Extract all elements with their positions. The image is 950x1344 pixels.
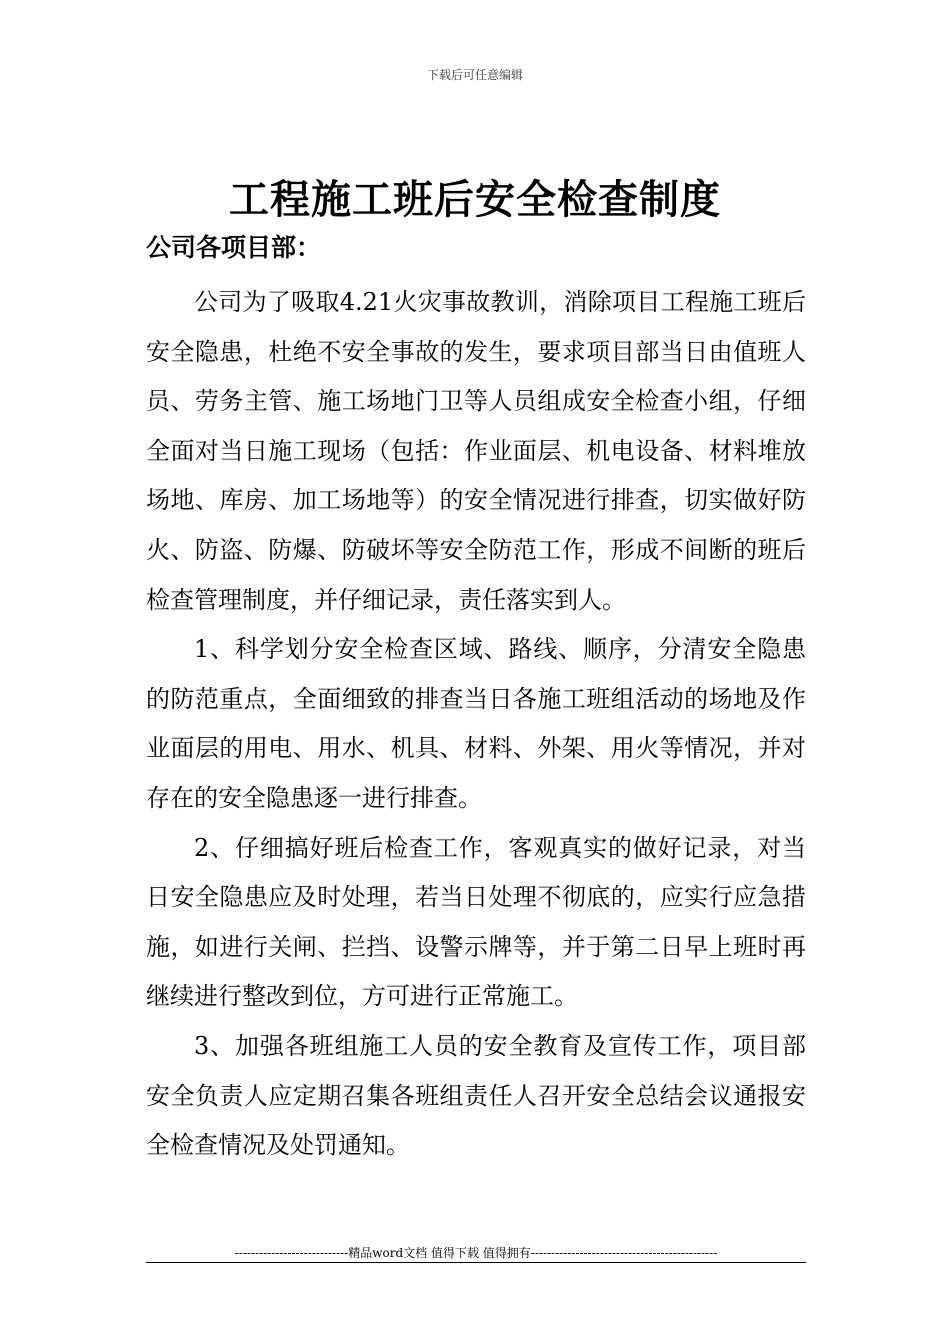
footer-divider: [146, 1262, 806, 1263]
paragraph-item-2: 2、仔细搞好班后检查工作，客观真实的做好记录，对当日安全隐患应及时处理，若当日处理不彻底的，应实行应急措施，如进行关闸、拦挡、设警示牌等，并于第二日早上班时再继续进行整改到位，方可进行正常施工。: [146, 833, 806, 1011]
page-header-note: 下载后可任意编辑: [426, 68, 523, 82]
salutation: 公司各项目部：: [146, 233, 322, 262]
paragraph-item-3: 3、加强各班组施工人员的安全教育及宣传工作，项目部安全负责人应定期召集各班组责任人召开安全总结会议通报安全检查情况及处罚通知。: [146, 1031, 806, 1160]
page-footer-note: ----------------------------精品word文档 值得下载 值得拥有----------------------------------------------: [234, 1246, 718, 1260]
document-title: 工程施工班后安全检查制度: [229, 176, 721, 223]
intro-paragraph: 公司为了吸取4.21火灾事故教训，消除项目工程施工班后安全隐患，杜绝不安全事故的发生，要求项目部当日由值班人员、劳务主管、施工场地门卫等人员组成安全检查小组，仔细全面对当日施工现场（包括：作业面层、机电设备、材料堆放场地、库房、加工场地等）的安全情况进行排查，切实做好防火、防盗、防爆、防破坏等安全防范工作，形成不间断的班后检查管理制度，并仔细记录，责任落实到人。: [146, 288, 806, 614]
document-body: [146, 278, 806, 1171]
paragraph-item-1: 1、科学划分安全检查区域、路线、顺序，分清安全隐患的防范重点，全面细致的排查当日各施工班组活动的场地及作业面层的用电、用水、机具、材料、外架、用火等情况，并对存在的安全隐患逐一进行排查。: [146, 635, 806, 812]
